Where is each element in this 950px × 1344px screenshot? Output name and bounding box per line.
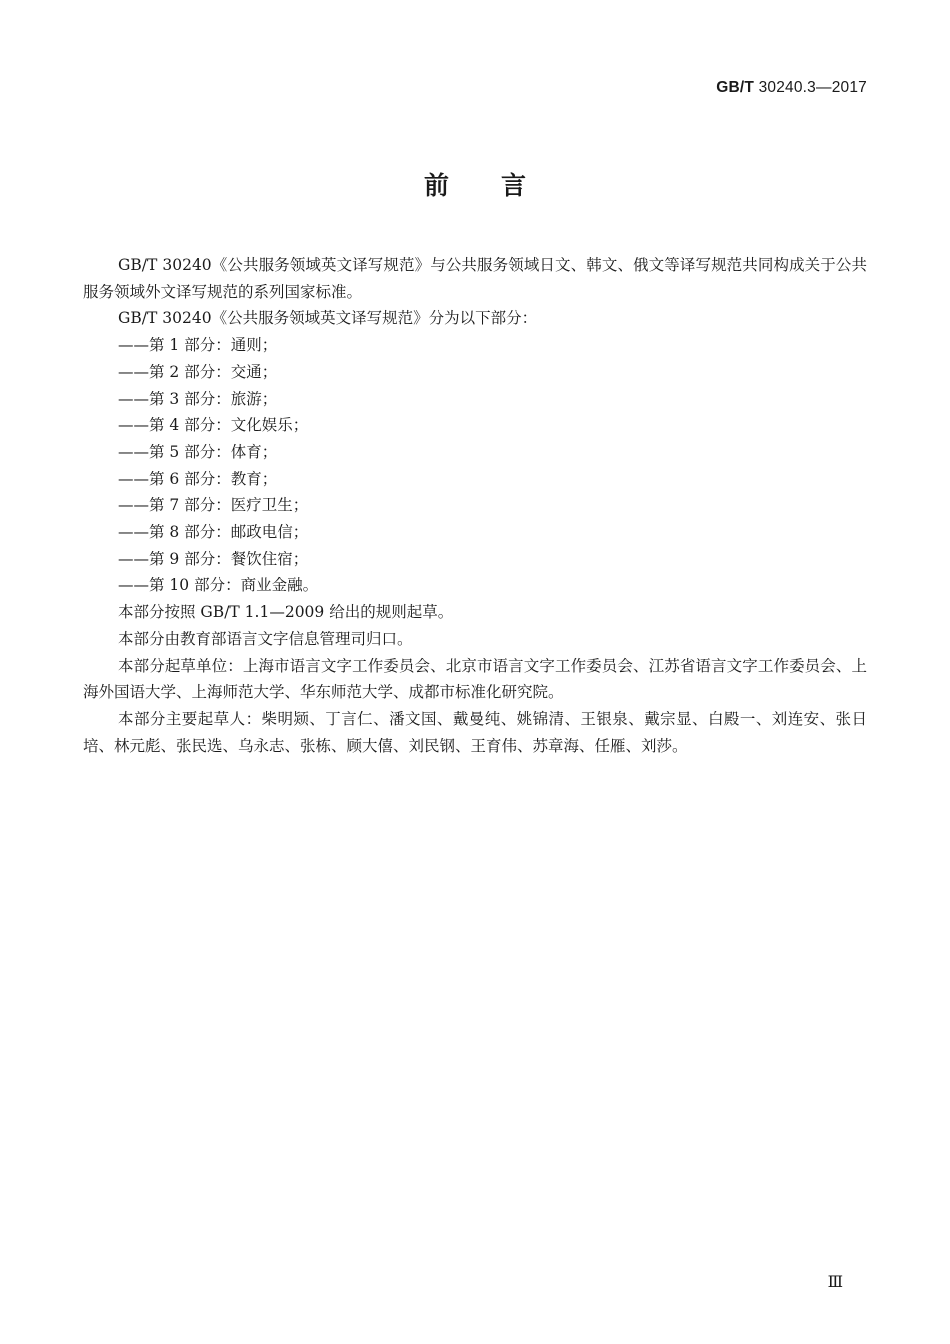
authority-paragraph: 本部分由教育部语言文字信息管理司归口。 xyxy=(118,629,413,648)
list-item: ——第 2 部分：交通； xyxy=(118,362,278,381)
drafting-units-paragraph: 本部分起草单位：上海市语言文字工作委员会、北京市语言文字工作委员会、江苏省语言文字工作委员会、上海外国语大学、上海师范大学、华东师范大学、成都市标准化研究院。 xyxy=(83,656,867,702)
drafters-paragraph: 本部分主要起草人：柴明颎、丁言仁、潘文国、戴曼纯、姚锦清、王银泉、戴宗显、白殿一、刘连安、张日培、林元彪、张民选、乌永志、张栋、顾大僖、刘民钢、王育伟、苏章海、任雁、刘莎。 xyxy=(83,709,867,755)
list-item: ——第 6 部分：教育； xyxy=(118,469,278,488)
list-item: ——第 8 部分：邮政电信； xyxy=(118,523,309,542)
page-title: 前言 xyxy=(423,171,578,200)
standard-code-prefix: GB/T xyxy=(716,79,755,96)
list-item: ——第 10 部分：商业金融。 xyxy=(118,576,319,595)
page-number: Ⅲ xyxy=(827,1274,843,1291)
list-item: ——第 5 部分：体育； xyxy=(118,442,278,461)
list-item: ——第 1 部分：通则； xyxy=(118,336,278,355)
intro-paragraph: GB/T 30240《公共服务领域英文译写规范》与公共服务领域日文、韩文、俄文等译写规范共同构成关于公共服务领域外文译写规范的系列国家标准。 xyxy=(83,256,867,301)
standard-code-number: 30240.3—2017 xyxy=(758,79,867,96)
list-item: ——第 3 部分：旅游； xyxy=(118,389,278,408)
list-item: ——第 9 部分：餐饮住宿； xyxy=(118,549,309,568)
list-item: ——第 4 部分：文化娱乐； xyxy=(118,416,309,435)
rules-paragraph: 本部分按照 GB/T 1.1—2009 给出的规则起草。 xyxy=(118,603,454,622)
standard-code xyxy=(716,79,867,97)
parts-intro-paragraph: GB/T 30240《公共服务领域英文译写规范》分为以下部分： xyxy=(118,309,538,328)
list-item: ——第 7 部分：医疗卫生； xyxy=(118,496,309,515)
document-body xyxy=(83,252,867,759)
